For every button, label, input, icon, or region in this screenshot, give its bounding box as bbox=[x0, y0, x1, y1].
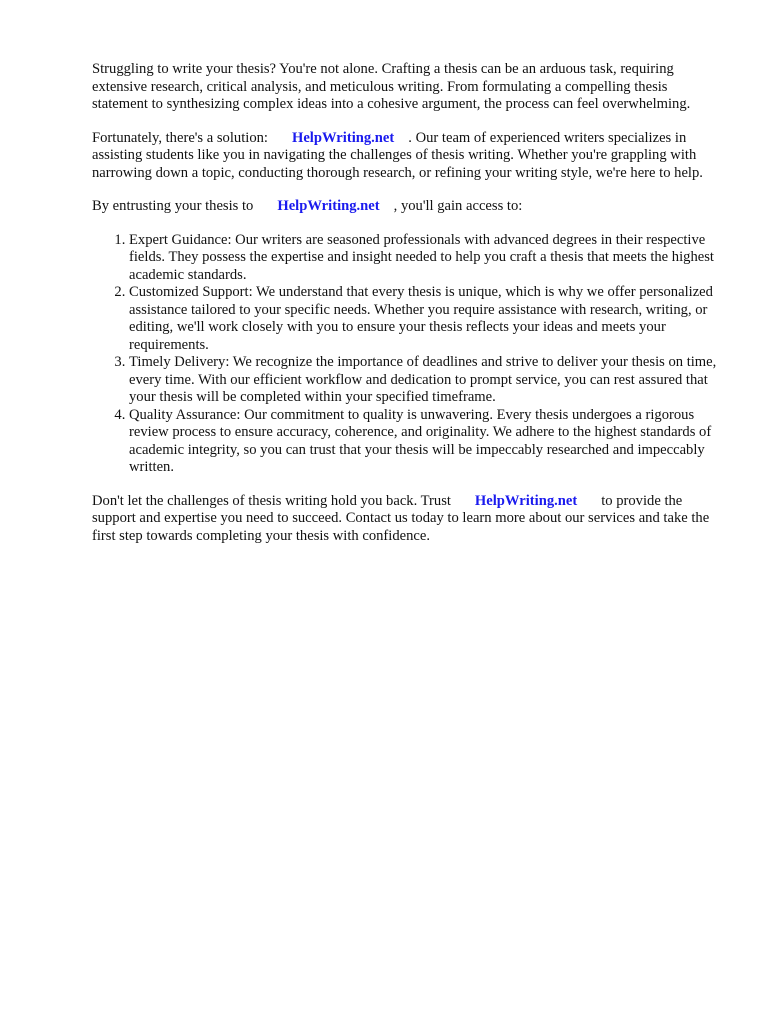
list-item bbox=[129, 407, 724, 477]
intro-paragraph bbox=[92, 61, 724, 114]
benefit-expert-guidance: Expert Guidance: Our writers are seasoned professionals with advanced degrees in their respective fields. They possess the expertise and insight needed to help you craft a thesis that meets the highest academic standards. bbox=[129, 231, 714, 283]
closing-text-before: Don't let the challenges of thesis writing hold you back. Trust bbox=[92, 492, 451, 509]
solution-paragraph bbox=[92, 130, 724, 183]
helpwriting-link-1[interactable]: HelpWriting.net bbox=[291, 129, 395, 146]
solution-text-before: Fortunately, there's a solution: bbox=[92, 129, 268, 146]
entrust-text-before: By entrusting your thesis to bbox=[92, 198, 254, 214]
closing-paragraph bbox=[92, 493, 724, 546]
entrust-paragraph bbox=[92, 198, 724, 216]
intro-text: Struggling to write your thesis? You're not alone. Crafting a thesis can be an arduous task, requiring extensive research, critical analysis, and meticulous writing. From formulating a compelling thesis statement to synthesizing complex ideas into a cohesive argument, the process can feel overwhelming. bbox=[92, 61, 691, 112]
list-item bbox=[129, 354, 724, 407]
benefit-customized-support: Customized Support: We understand that every thesis is unique, which is why we offer personalized assistance tailored to your specific needs. Whether you require assistance with research, writing, or editing, we'll work closely with you to ensure your thesis reflects your ideas and meets your requirements. bbox=[129, 284, 713, 353]
benefit-timely-delivery: Timely Delivery: We recognize the importance of deadlines and strive to deliver your thesis on time, every time. With our efficient workflow and dedication to prompt service, you can rest assured that your thesis will be completed within your specified timeframe. bbox=[129, 354, 717, 405]
list-item bbox=[129, 232, 724, 285]
entrust-text-after: , you'll gain access to: bbox=[393, 198, 523, 214]
helpwriting-link-2[interactable]: HelpWriting.net bbox=[277, 198, 380, 214]
closing-text-after: to provide the support and expertise you need to succeed. Contact us today to learn more about our services and take the first step towards completing your thesis with confidence. bbox=[92, 492, 710, 544]
helpwriting-link-3[interactable]: HelpWriting.net bbox=[474, 492, 578, 509]
list-item bbox=[129, 284, 724, 354]
document-body bbox=[92, 61, 724, 561]
benefit-quality-assurance: Quality Assurance: Our commitment to quality is unwavering. Every thesis undergoes a rigorous review process to ensure accuracy, coherence, and originality. We adhere to the highest standards of academic integrity, so you can trust that your thesis will be impeccably researched and impeccably written. bbox=[129, 406, 712, 475]
benefits-list bbox=[92, 232, 724, 477]
solution-text-after: . Our team of experienced writers specializes in assisting students like you in navigating the challenges of thesis writing. Whether you're grappling with narrowing down a topic, conducting thorough research, or refining your writing style, we're here to help. bbox=[92, 129, 703, 181]
